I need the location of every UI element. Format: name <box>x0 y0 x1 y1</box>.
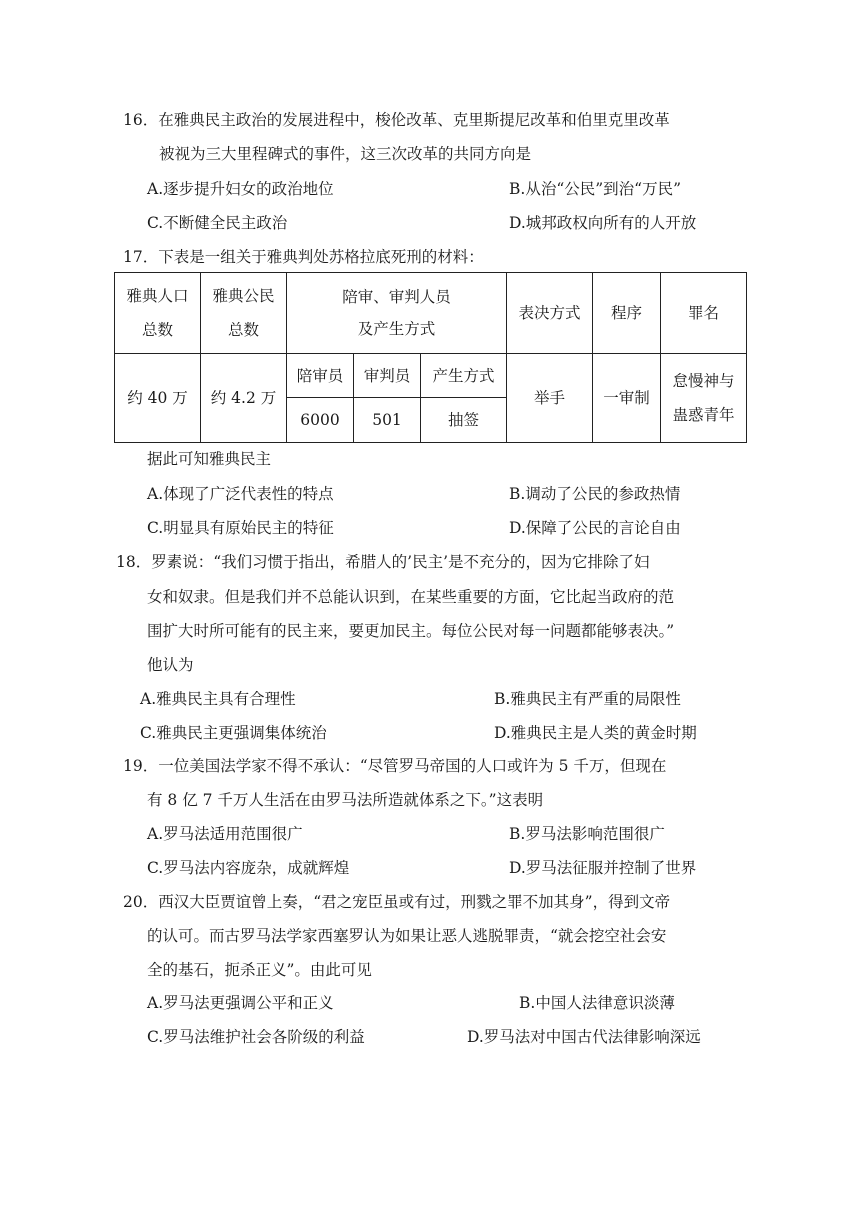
q18-option-b[interactable]: B.雅典民主有严重的局限性 <box>494 690 681 708</box>
q17-option-d[interactable]: D.保障了公民的言论自由 <box>509 519 681 537</box>
q16-option-a[interactable]: A.逐步提升妇女的政治地位 <box>147 180 334 198</box>
header-procedure: 程序 <box>593 273 661 354</box>
subheader-jurors: 陪审员 <box>287 354 354 398</box>
q20-option-d[interactable]: D.罗马法对中国古代法律影响深远 <box>467 1028 701 1046</box>
header-population-line-1: 雅典人口 <box>126 287 189 305</box>
q17-stem-line-1: 17．下表是一组关于雅典判处苏格拉底死刑的材料： <box>123 248 484 266</box>
q19-stem-line-2: 有 8 亿 7 千万人生活在由罗马法所造就体系之下。”这表明 <box>147 791 544 809</box>
header-vote-method: 表决方式 <box>507 273 593 354</box>
q18-stem-line-4: 他认为 <box>147 656 194 674</box>
q19-option-a[interactable]: A.罗马法适用范围很广 <box>147 825 303 843</box>
cell-judges: 501 <box>354 398 421 443</box>
header-charge: 罪名 <box>661 273 747 354</box>
q16-stem-line-1: 16．在雅典民主政治的发展进程中，梭伦改革、克里斯提尼改革和伯里克里改革 <box>123 111 670 129</box>
q17-option-a[interactable]: A.体现了广泛代表性的特点 <box>147 485 334 503</box>
q20-stem-line-2: 的认可。而古罗马法学家西塞罗认为如果让恶人逃脱罪责，“就会挖空社会安 <box>147 927 667 945</box>
subheader-method: 产生方式 <box>421 354 507 398</box>
cell-citizens: 约 4.2 万 <box>201 354 287 443</box>
q17-stem-line-2: 据此可知雅典民主 <box>147 450 272 468</box>
cell-method: 抽签 <box>421 398 507 443</box>
q19-option-c[interactable]: C.罗马法内容庞杂，成就辉煌 <box>147 859 350 877</box>
cell-charge-line-2: 蛊惑青年 <box>672 406 735 424</box>
subheader-judges: 审判员 <box>354 354 421 398</box>
q19-stem-line-1: 19．一位美国法学家不得不承认：“尽管罗马帝国的人口或许为 5 千万，但现在 <box>123 757 667 775</box>
q20-stem-line-3: 全的基石，扼杀正义”。由此可见 <box>147 961 372 979</box>
cell-vote-method: 举手 <box>507 354 593 443</box>
q18-option-c[interactable]: C.雅典民主更强调集体统治 <box>140 724 327 742</box>
header-citizens <box>201 273 287 354</box>
q20-option-a[interactable]: A.罗马法更强调公平和正义 <box>147 994 334 1012</box>
header-jury <box>287 273 507 354</box>
q16-option-b[interactable]: B.从治“公民”到治“万民” <box>509 180 682 198</box>
header-jury-line-2: 及产生方式 <box>357 320 436 338</box>
cell-charge <box>661 354 747 443</box>
q18-stem-line-1: 18．罗素说：“我们习惯于指出，希腊人的’民主’是不充分的，因为它排除了妇 <box>116 553 650 571</box>
q19-option-d[interactable]: D.罗马法征服并控制了世界 <box>509 859 697 877</box>
q17-option-b[interactable]: B.调动了公民的参政热情 <box>509 485 681 503</box>
header-population-line-2: 总数 <box>141 321 173 339</box>
q18-option-a[interactable]: A.雅典民主具有合理性 <box>140 690 296 708</box>
cell-jurors: 6000 <box>287 398 354 443</box>
q20-option-c[interactable]: C.罗马法维护社会各阶级的利益 <box>147 1028 365 1046</box>
q19-option-b[interactable]: B.罗马法影响范围很广 <box>509 825 665 843</box>
header-citizens-line-1: 雅典公民 <box>212 287 275 305</box>
q18-stem-line-3: 围扩大时所可能有的民主来，要更加民主。每位公民对每一问题都能够表决。” <box>147 622 675 640</box>
q16-option-d[interactable]: D.城邦政权向所有的人开放 <box>509 214 697 232</box>
q20-option-b[interactable]: B.中国人法律意识淡薄 <box>519 994 675 1012</box>
cell-procedure: 一审制 <box>593 354 661 443</box>
q18-option-d[interactable]: D.雅典民主是人类的黄金时期 <box>494 724 697 742</box>
header-citizens-line-2: 总数 <box>227 321 259 339</box>
q16-stem-line-2: 被视为三大里程碑式的事件，这三次改革的共同方向是 <box>159 145 532 163</box>
cell-population: 约 40 万 <box>115 354 201 443</box>
header-population <box>115 273 201 354</box>
q20-stem-line-1: 20．西汉大臣贾谊曾上奏，“君之宠臣虽或有过，刑戮之罪不加其身”，得到文帝 <box>123 893 671 911</box>
q18-stem-line-2: 女和奴隶。但是我们并不总能认识到，在某些重要的方面，它比起当政府的范 <box>147 588 675 606</box>
header-jury-line-1: 陪审、审判人员 <box>342 288 451 306</box>
cell-charge-line-1: 怠慢神与 <box>672 372 735 390</box>
socrates-trial-table <box>114 272 747 443</box>
q16-option-c[interactable]: C.不断健全民主政治 <box>147 214 288 232</box>
q17-option-c[interactable]: C.明显具有原始民主的特征 <box>147 519 334 537</box>
